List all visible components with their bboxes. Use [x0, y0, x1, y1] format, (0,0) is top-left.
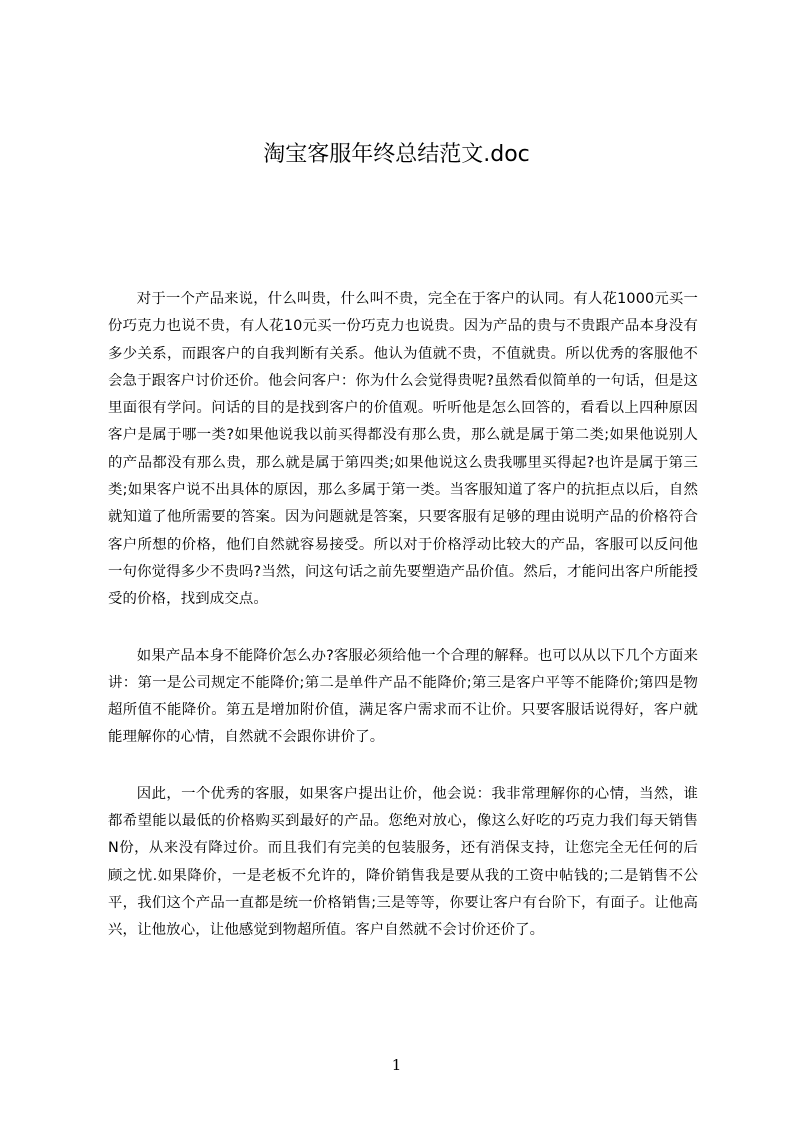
- page-number: 1: [391, 1056, 402, 1074]
- paragraph-excellent-service: 因此，一个优秀的客服，如果客户提出让价，他会说：我非常理解你的心情，当然，谁都希望能以最低的价格购买到最好的产品。您绝对放心，像这么好吃的巧克力我们每天销售N份，从来没有降过价。而且我们有完美的包装服务，还有消保支持，让您完全无任何的后顾之忧.如果降价，一是老板不允许的，降价销售我是要从我的工资中帖钱的;二是销售不公平，我们这个产品一直都是统一价格销售;三是等等，你要让客户有台阶下，有面子。让他高兴，让他放心，让他感觉到物超所值。客户自然就不会讨价还价了。: [108, 785, 698, 939]
- document-body: [108, 286, 698, 974]
- paragraph-price-value: 对于一个产品来说，什么叫贵，什么叫不贵，完全在于客户的认同。有人花1000元买一份巧克力也说不贵，有人花10元买一份巧克力也说贵。因为产品的贵与不贵跟产品本身没有多少关系，而跟客户的自我判断有关系。他认为值就不贵，不值就贵。所以优秀的客服他不会急于跟客户讨价还价。他会问客户：你为什么会觉得贵呢?虽然看似简单的一句话，但是这里面很有学问。问话的目的是找到客户的价值观。听听他是怎么回答的，看看以上四种原因客户是属于哪一类?如果他说我以前买得都没有那么贵，那么就是属于第二类;如果他说别人的产品都没有那么贵，那么就是属于第四类;如果他说这么贵我哪里买得起?也许是属于第三类;如果客户说不出具体的原因，那么多属于第一类。当客服知道了客户的抗拒点以后，自然就知道了他所需要的答案。因为问题就是答案，只要客服有足够的理由说明产品的价格符合客户所想的价格，他们自然就容易接受。所以对于价格浮动比较大的产品，客服可以反问他一句你觉得多少不贵吗?当然，问这句话之前先要塑造产品价值。然后，才能问出客户所能授受的价格，找到成交点。: [108, 291, 698, 608]
- paragraph-no-discount: 如果产品本身不能降价怎么办?客服必须给他一个合理的解释。也可以从以下几个方面来讲：第一是公司规定不能降价;第二是单件产品不能降价;第三是客户平等不能降价;第四是物超所值不能降价。第五是增加附价值，满足客户需求而不让价。只要客服话说得好，客户就能理解你的心情，自然就不会跟你讲价了。: [108, 647, 698, 746]
- document-title: 淘宝客服年终总结范文.doc: [263, 142, 530, 167]
